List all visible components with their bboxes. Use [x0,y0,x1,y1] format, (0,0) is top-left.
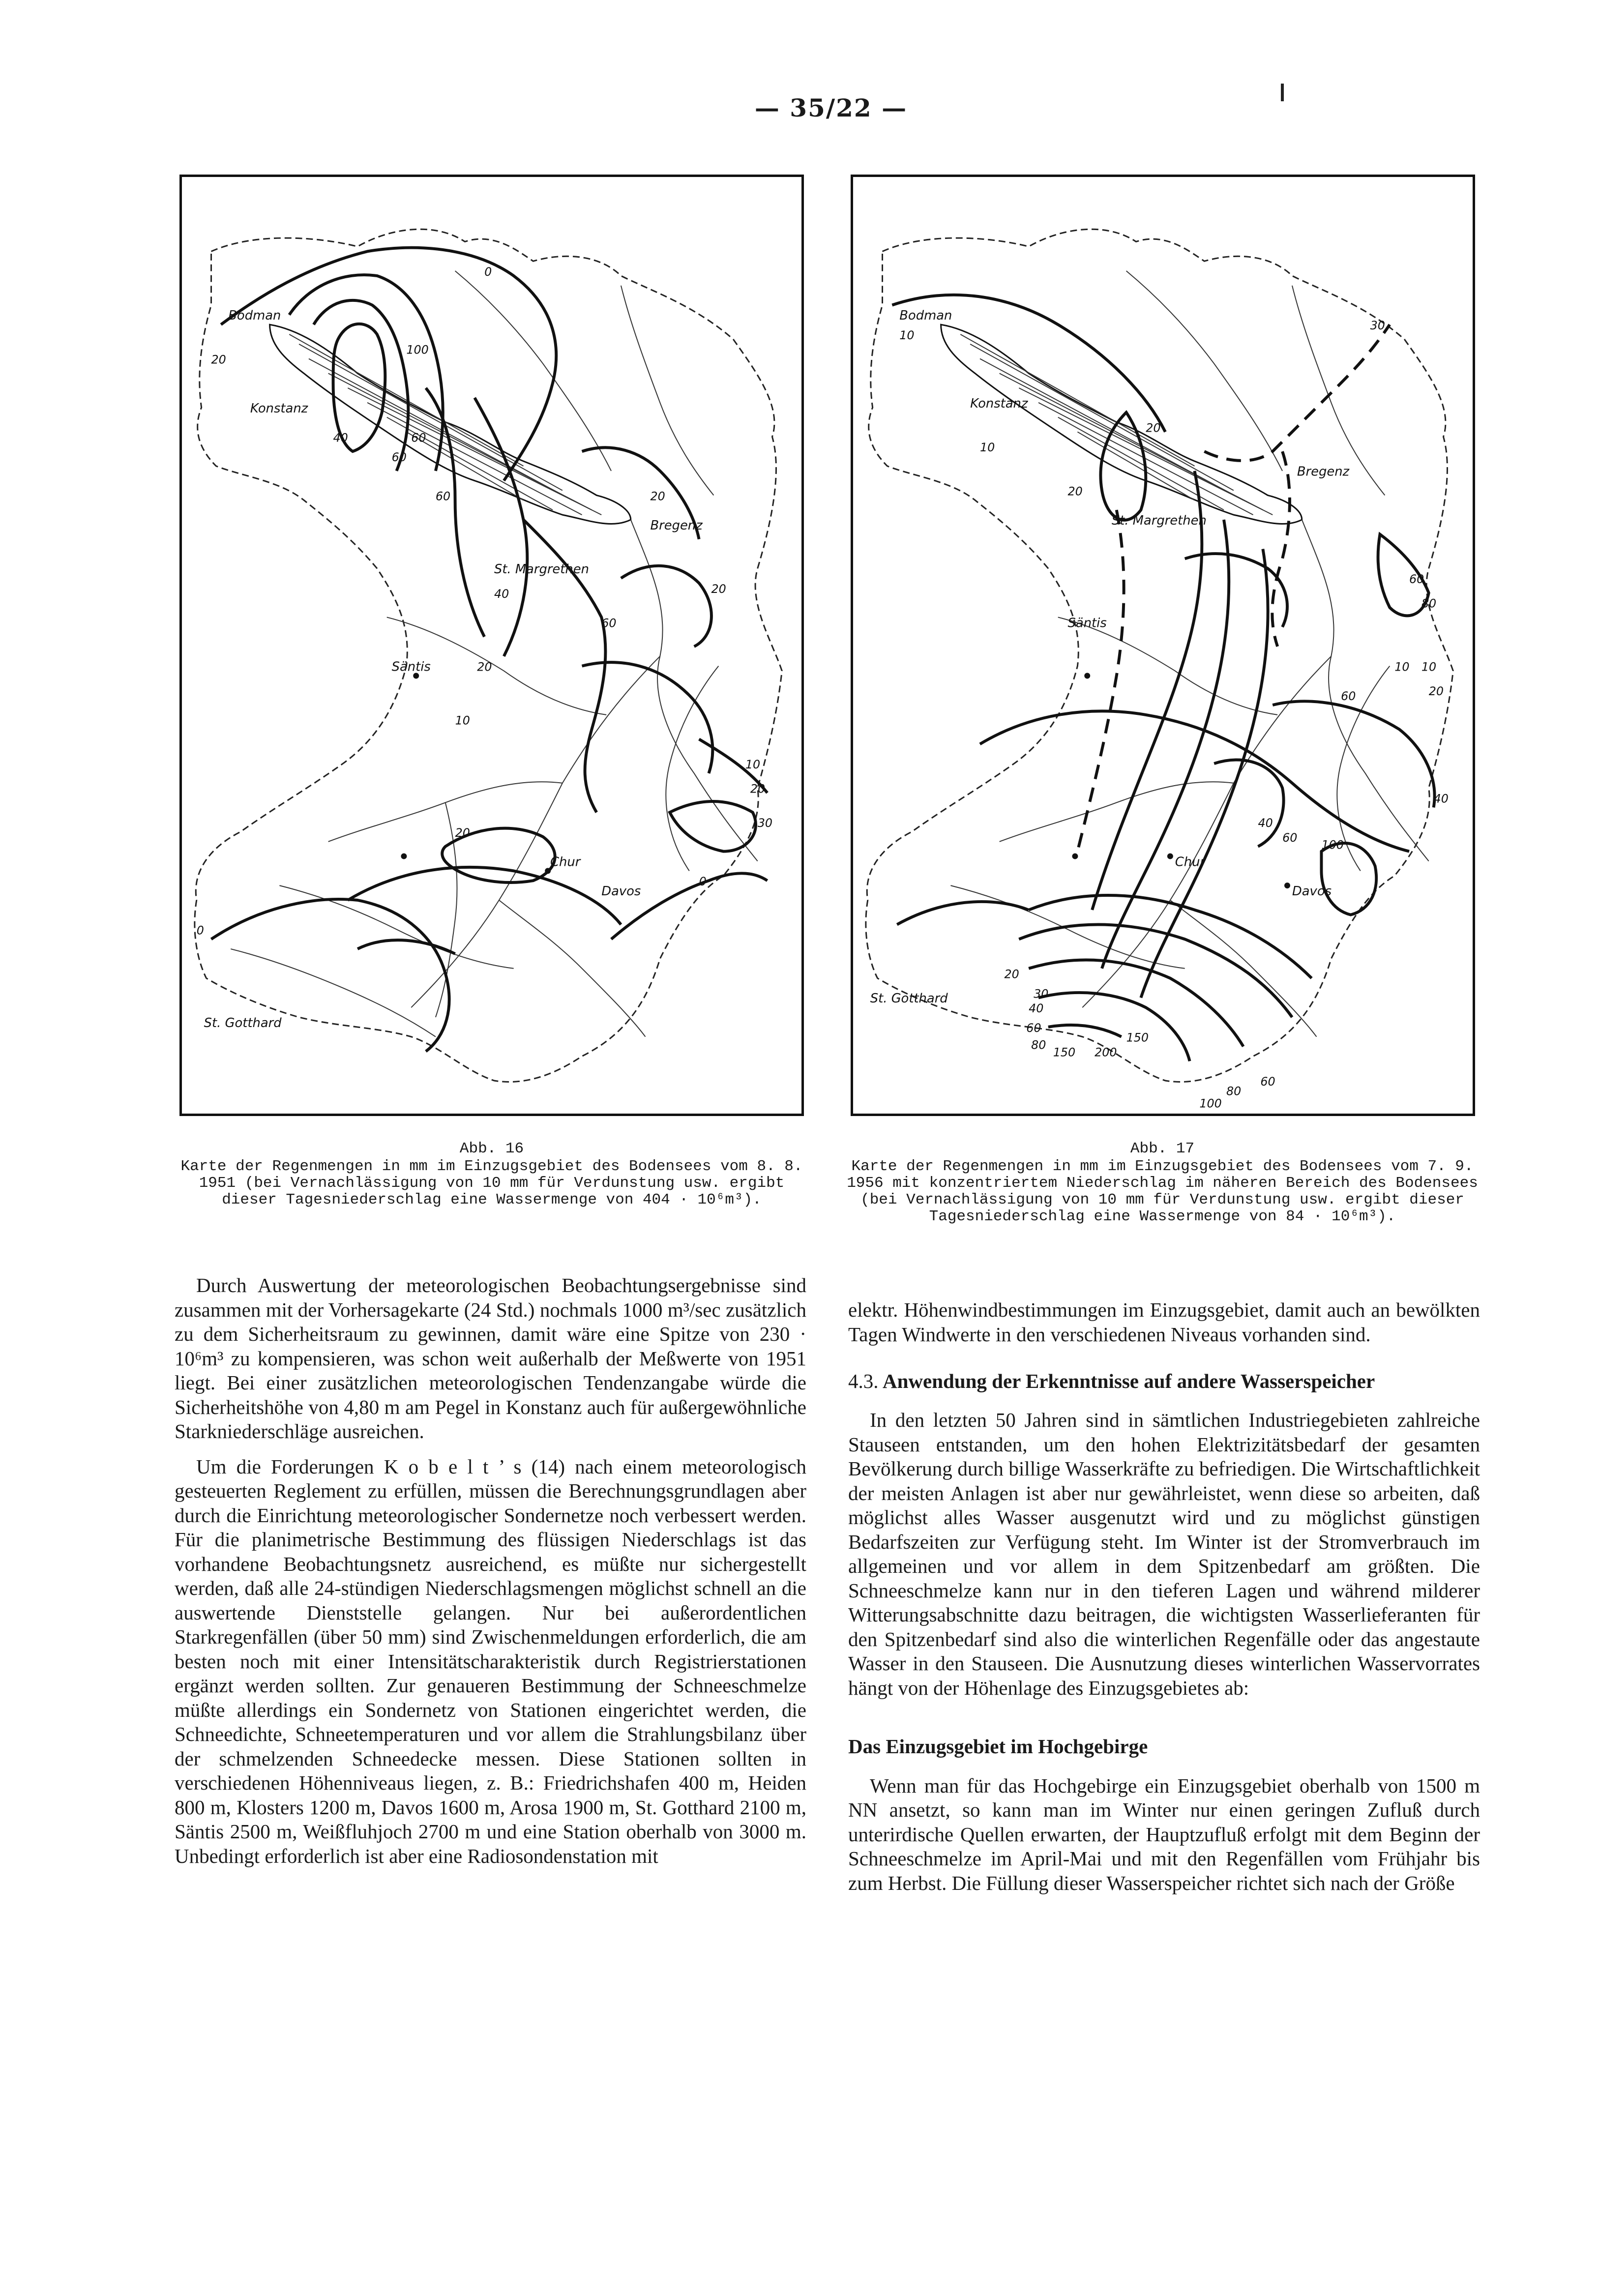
isohyet-label: 200 [1095,1045,1117,1060]
place-label-saentis: Säntis [391,659,431,675]
isohyet [357,940,455,954]
river [631,520,761,861]
place-label-st-margrethen: St. Margrethen [494,562,589,577]
isohyet [582,662,713,773]
figure-caption-16 [176,1141,807,1208]
river [1292,286,1385,496]
isohyet [1321,843,1376,915]
isohyet [897,902,1029,925]
dashed-trough-line [1204,324,1390,461]
paragraph: elektr. Höhenwindbestimmungen im Einzugsgebiet, damit auch an bewölkten Tagen Windwerte in den verschiedenen Niveaus vorhanden sind. [848,1298,1480,1346]
isohyet-label: 20 [1428,684,1444,699]
place-label-davos: Davos [601,883,641,899]
isohyet-label: 150 [1053,1045,1076,1060]
isohyet-label: 60 [391,450,407,464]
isohyet-label: 0 [196,923,204,938]
dashed-trough-line [1077,510,1124,851]
isohyet-label: 60 [1026,1021,1041,1035]
figure-caption-text-17: Karte der Regenmengen in mm im Einzugsgebiet des Bodensees vom 7. 9. 1956 mit konzentriertem Niederschlag im näheren Bereich des Bodensees (bei Vernachlässigung von 10 mm für Verdunstung usw. ergibt dieser Tagesniederschlag eine Wassermenge von 84 · 10⁶m³). [847,1158,1478,1225]
river [411,656,660,1007]
river [1000,782,1234,842]
river [436,802,457,1017]
section-heading [848,1369,1480,1393]
text-column-right [848,1298,1480,1906]
isohyet-label: 60 [435,489,451,503]
isohyet-label: 20 [750,782,766,796]
isohyet [1273,701,1434,807]
isohyet-label: 40 [333,431,348,445]
isohyet [611,873,767,939]
paragraph: Wenn man für das Hochgebirge ein Einzugsgebiet oberhalb von 1500 m NN ansetzt, so kann man im Winter nur einen geringen Zufluß durch unterirdische Quellen erwarten, der Hauptzufluß erfolgt mit dem Beginn der Schneeschmelze im April-Mai und mit den Regenfällen vom Frühjahr bis zum Herbst. Die Füllung dieser Wasserspeicher richtet sich nach der Größe [848,1774,1480,1894]
isohyet-label: 30 [1034,987,1049,1001]
isohyet-label: 0 [699,875,707,889]
place-label-bregenz: Bregenz [1297,464,1350,479]
place-label-st-gotthard: St. Gotthard [204,1015,282,1030]
isohyet [1214,760,1283,846]
isohyet [474,398,527,656]
isohyet [670,801,756,852]
isohyet-label: 80 [1421,596,1437,611]
figure-caption-text-16: Karte der Regenmengen in mm im Einzugsgebiet des Bodensees vom 8. 8. 1951 (bei Vernachlässigung von 10 mm für Verdunstung usw. ergibt dieser Tagesniederschlag eine Wassermenge von 404 · 10⁶m³). [180,1158,803,1208]
isohyet-label: 60 [1282,830,1298,845]
paragraph: Um die Forderungen K o b e l t ’ s (14) nach einem meteorologisch gesteuerten Reglement zu erfüllen, müssen die Berechnungsgrundlagen aber durch die Einrichtung meteorologischer Sondernetze noch verbessert werden. Für die planimetrische Bestimmung des flüssigen Niederschlags ist das vorhandene Beobachtungsnetz ausreichend, es müßte nur sichergestellt werden, daß alle 24-stündigen Niederschlagsmengen möglichst schnell an die auswertende Dienststelle gelangen. Nur bei außerordentlichen Starkregenfällen (über 50 mm) sind Zwischenmeldungen erforderlich, die am besten noch mit einer Intensitätscharakteristik durch Registrierstationen ergänzt werden sollten. Zur genaueren Bestimmung der Schneeschmelze müßte allerdings ein Sondernetz von Stationen eingerichtet werden, die Schneedichte, Schneetemperaturen und vor allem die Strahlungsbilanz über der schmelzenden Schneedecke messen. Diese Stationen sollten in verschiedenen Höhenniveaus liegen, z. B.: Friedrichshafen 400 m, Heiden 800 m, Klosters 1200 m, Davos 1600 m, Arosa 1900 m, St. Gotthard 2100 m, Säntis 2500 m, Weißfluhjoch 2700 m und eine Station oberhalb von 3000 m. Unbedingt erforderlich ist aber eine Radiosondenstation mit [175,1455,806,1867]
isohyet-label: 0 [484,265,492,279]
isohyet-label: 30 [1370,319,1385,333]
isohyet-label: 20 [211,353,226,367]
isohyet-label: 80 [1226,1084,1242,1098]
section-title: Anwendung der Erkenntnisse auf andere Wasserspeicher [883,1370,1375,1392]
isohyet-label: 20 [1146,421,1161,435]
isohyet-label: 20 [477,660,492,674]
margin-mark [1281,84,1284,101]
isohyet-label: 80 [1031,1038,1046,1052]
place-label-saentis: Säntis [1067,616,1107,631]
isohyet-label: 10 [1421,660,1437,674]
page-number: — 35/22 — [754,93,908,122]
river [279,885,513,969]
isohyet-label: 60 [1409,572,1424,587]
river [621,286,714,496]
place-label-chur: Chur [1175,854,1206,870]
section-number: 4.3. [848,1370,879,1392]
isohyet-label: 150 [1126,1030,1149,1045]
subheading: Das Einzugsgebiet im Hochgebirge [848,1735,1148,1758]
isohyet [221,248,556,481]
place-label-konstanz: Konstanz [250,401,308,416]
isohyet-label: 40 [494,587,509,601]
river [328,782,563,842]
isohyet-label: 20 [711,582,726,596]
isohyet-label: 10 [1394,660,1410,674]
isohyet-label: 30 [757,816,772,830]
isohyet-label: 10 [979,441,995,455]
isohyet-label: 20 [1004,967,1019,981]
place-label-bodman: Bodman [228,308,281,324]
map-abb-16 [179,175,804,1116]
isohyet-label: 10 [745,758,761,772]
paragraph: In den letzten 50 Jahren sind in sämtlichen Industriegebieten zahlreiche Stauseen entstanden, um den hohen Elektrizitätsbedarf der gesamten Bevölkerung durch billige Wasserkräfte zu befriedigen. Die Wirtschaftlichkeit der meisten Anlagen ist aber nur gewährleistet, wenn diese so arbeiten, daß möglichst alles Wasser ausgenutzt wird und zu möglichst günstigen Bedarfszeiten zur Verfügung steht. Im Winter ist der Stromverbrauch im allgemeinen und vor allem in dem Spitzenbedarf am größten. Die Schneeschmelze kann nur in den tieferen Lagen und während milderer Witterungsabschnitte dazu beitragen, die wichtigsten Wasserlieferanten für den Spitzenbedarf sind also die winterlichen Regenfälle oder das angestaute Wasser in den Stauseen. Die Ausnutzung dieses winterlichen Wasservorrates hängt von der Höhenlage des Einzugsgebietes ab: [848,1409,1480,1699]
river [1302,520,1429,861]
isohyet-label: 40 [1258,816,1273,830]
place-label-bodman: Bodman [899,308,952,324]
isohyet [348,867,621,925]
river [499,900,646,1037]
lake-bodensee [941,324,1302,524]
figure-number-16: Abb. 16 [459,1140,524,1157]
figure-caption-17 [847,1141,1478,1225]
isohyet-label: 60 [601,616,617,630]
isohyet-label: 20 [650,489,665,503]
isohyet [1092,471,1202,910]
isohyet-label: 60 [411,431,426,445]
map-abb-17 [851,175,1475,1116]
river [1058,617,1277,714]
map-abb-17-drawing [853,177,1473,1114]
isohyet [621,566,711,647]
isohyet-label: 20 [1067,484,1083,499]
isohyet-label: 10 [455,713,470,728]
catchment-boundary [195,229,782,1082]
map-abb-16-drawing [182,177,801,1114]
isohyet-label: 100 [406,343,429,357]
place-label-st-margrethen: St. Margrethen [1111,513,1207,528]
place-label-st-gotthard: St. Gotthard [870,991,948,1006]
isohyet-label: 20 [455,825,470,840]
place-label-davos: Davos [1292,883,1332,899]
place-label-bregenz: Bregenz [650,518,703,533]
isohyet-label: 40 [1029,1001,1044,1016]
isohyet [980,711,1409,851]
isohyet-label: 100 [1199,1096,1222,1111]
isohyet-label: 100 [1321,838,1344,852]
place-label-konstanz: Konstanz [970,396,1028,411]
isohyet-label: 60 [1341,689,1356,704]
isohyet-label: 10 [899,328,915,342]
place-label-chur: Chur [550,854,581,870]
isohyet-label: 40 [1433,792,1449,806]
paragraph: Durch Auswertung der meteorologischen Beobachtungsergebnisse sind zusammen mit der Vorhersagekarte (24 Std.) nochmals 1000 m³/sec zusätzlich zu dem Sicherheitsraum zu gewinnen, damit wäre eine Spitze von 230 · 10⁶m³ zu kompensieren, was schon weit außerhalb der Meßwerte von 1951 liegt. Bei einer zusätzlichen meteorologischen Tendenzangabe würde die Sicherheitshöhe von 4,80 m am Pegel in Konstanz auch für außergewöhnliche Starkniederschläge ausreichen. [175,1274,806,1442]
text-column-left [175,1273,806,1879]
isohyet-label: 60 [1260,1074,1275,1089]
figure-number-17: Abb. 17 [1130,1140,1195,1157]
